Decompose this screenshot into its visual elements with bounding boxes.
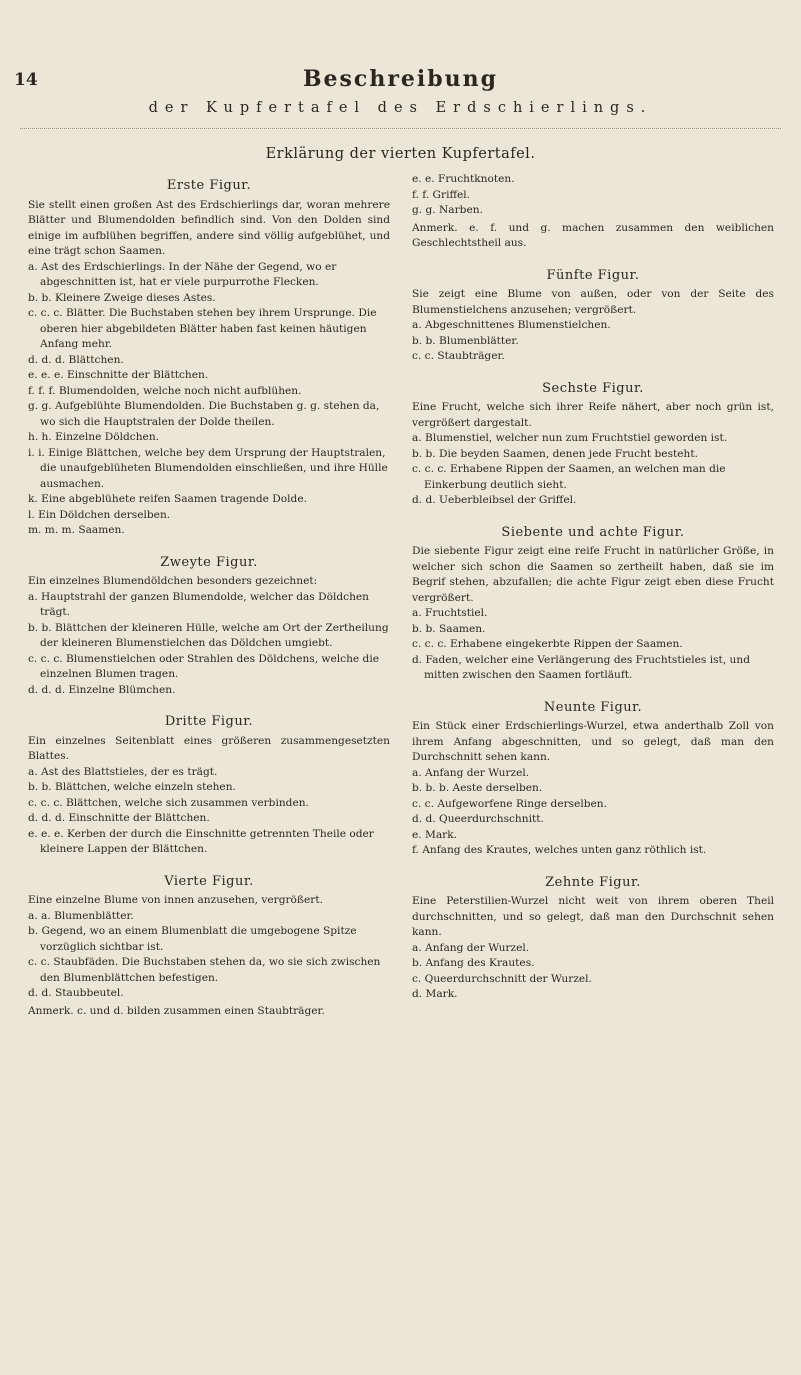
legend-item: c. c. c. Erhabene eingekerbte Rippen der Saamen.: [412, 638, 683, 650]
right-column: [412, 172, 774, 1003]
figure-heading: Neunte Figur.: [543, 699, 643, 715]
section-spacer: [28, 539, 390, 549]
legend-item: c. c. c. Erhabene Rippen der Saamen, an welchen man die Einkerbung deutlich sieht.: [412, 463, 726, 491]
page-title: Beschreibung: [302, 66, 499, 92]
figure-heading: Siebente und achte Figur.: [501, 524, 685, 540]
legend-item: k. Eine abgeblühete reifen Saamen tragende Dolde.: [28, 493, 307, 505]
legend-item: b. b. Blumenblätter.: [412, 334, 519, 347]
figure-heading: Dritte Figur.: [164, 714, 254, 729]
figure-heading: Erste Figur.: [166, 178, 252, 193]
legend-item: b. b. Blättchen, welche einzeln stehen.: [28, 781, 236, 793]
section-spacer: [412, 252, 774, 262]
legend-item: e. e. Fruchtknoten.: [412, 173, 515, 185]
legend-item: d. d. Queerdurchschnitt.: [412, 813, 544, 825]
figure-description: Ein einzelnes Blumendöldchen besonders gezeichnet:: [28, 575, 318, 587]
figure-description: Sie stellt einen großen Ast des Erdschierlings dar, woran mehrere Blätter und Blumendolden befindlich sind. Von den Dolden sind einige im aufblühen begriffen, andere sind völlig aufgeblühet, und eine trägt schon Saamen.: [28, 198, 390, 257]
legend-item: h. h. Einzelne Döldchen.: [28, 431, 160, 443]
legend-item: d. d. Ueberbleibsel der Griffel.: [412, 494, 577, 506]
legend-item: e. e. e. Kerben der durch die Einschnitte getrennten Theile oder kleinere Lappen der Blättchen.: [28, 827, 374, 855]
legend-item: b. b. Saamen.: [412, 622, 486, 635]
legend-item: g. g. Narben.: [412, 204, 483, 216]
legend-item: d. Faden, welcher eine Verlängerung des Fruchtstieles ist, und mitten zwischen den Saamen fortläuft.: [412, 653, 750, 681]
legend-item: g. g. Aufgeblühte Blumendolden. Die Buchstaben g. g. stehen da, wo sich die Hauptstralen der Dolde theilen.: [28, 400, 380, 428]
figure-heading: Zehnte Figur.: [545, 874, 641, 890]
legend-item: b. b. Blättchen der kleineren Hülle, welche am Ort der Zertheilung der kleineren Blumenstielchen das Döldchen umgiebt.: [28, 621, 389, 649]
page-subtitle: der Kupfertafel des Erdschierlings.: [148, 100, 653, 116]
legend-item: f. f. Griffel.: [412, 188, 471, 201]
legend-item: a. Fruchtstiel.: [412, 607, 488, 619]
figure-description: Eine einzelne Blume von innen anzusehen, vergrößert.: [28, 894, 323, 906]
legend-item: e. e. e. Einschnitte der Blättchen.: [28, 369, 209, 381]
legend-item: c. c. c. Blätter. Die Buchstaben stehen bey ihrem Ursprunge. Die oberen hier abgebildeten Blätter haben fast keinen häutigen Anfang mehr.: [28, 307, 377, 350]
figure-description: Die siebente Figur zeigt eine reife Frucht in natürlicher Größe, in welcher sich schon die Saamen so zertheilt haben, daß sie im Begrif stehen, abzufallen; die achte Figur zeigt eben diese Frucht vergrößert.: [412, 545, 774, 604]
legend-item: b. b. Die beyden Saamen, denen jede Frucht besteht.: [412, 447, 698, 460]
legend-item: l. Ein Döldchen derselben.: [28, 508, 171, 521]
figure-description: Eine Frucht, welche sich ihrer Reife nähert, aber noch grün ist, vergrößert dargestalt.: [412, 401, 774, 429]
legend-item: f. f. f. Blumendolden, welche noch nicht aufblühen.: [28, 384, 302, 397]
legend-item: a. a. Blumenblätter.: [28, 909, 134, 922]
annotation-note: Anmerk. c. und d. bilden zusammen einen Staubträger.: [28, 1004, 325, 1017]
annotation-note: Anmerk. e. f. und g. machen zusammen den weiblichen Geschlechtstheil aus.: [412, 221, 774, 249]
section-spacer: [412, 509, 774, 519]
legend-item: c. c. Aufgeworfene Ringe derselben.: [412, 797, 607, 810]
legend-item: e. Mark.: [412, 828, 458, 841]
figure-description: Ein einzelnes Seitenblatt eines größeren zusammengesetzten Blattes.: [28, 734, 390, 762]
figure-description: Ein Stück einer Erdschierlings-Wurzel, etwa anderthalb Zoll von ihrem Anfang abgeschnitten, und so gelegt, daß man den Durchschnitt sehen kann.: [412, 720, 774, 763]
legend-item: a. Abgeschnittenes Blumenstielchen.: [412, 319, 611, 331]
legend-item: b. Gegend, wo an einem Blumenblatt die umgebogene Spitze vorzüglich sichtbar ist.: [28, 925, 357, 953]
legend-item: c. c. c. Blumenstielchen oder Strahlen des Döldchens, welche die einzelnen Blumen tragen.: [28, 652, 379, 680]
section-spacer: [412, 365, 774, 375]
divider: [20, 128, 781, 129]
legend-item: a. Ast des Erdschierlings. In der Nähe der Gegend, wo er abgeschnitten ist, hat er viele purpurrothe Flecken.: [28, 260, 337, 288]
legend-item: d. d. d. Einschnitte der Blättchen.: [28, 812, 210, 824]
legend-item: a. Anfang der Wurzel.: [412, 766, 530, 779]
legend-item: d. d. d. Einzelne Blümchen.: [28, 683, 176, 696]
legend-item: c. Queerdurchschnitt der Wurzel.: [412, 972, 592, 985]
section-spacer: [28, 858, 390, 868]
legend-item: a. Blumenstiel, welcher nun zum Fruchtstiel geworden ist.: [412, 432, 728, 444]
legend-item: m. m. m. Saamen.: [28, 524, 125, 536]
legend-item: b. Anfang des Krautes.: [412, 957, 535, 969]
legend-item: a. Hauptstrahl der ganzen Blumendolde, welcher das Döldchen trägt.: [28, 590, 370, 618]
legend-item: d. d. d. Blättchen.: [28, 353, 124, 366]
legend-item: d. Mark.: [412, 988, 458, 1000]
section-spacer: [412, 859, 774, 869]
figure-heading: Fünfte Figur.: [546, 267, 640, 283]
section-spacer: [412, 684, 774, 694]
legend-item: i. i. Einige Blättchen, welche bey dem Ursprung der Hauptstralen, die unaufgeblüheten Blumendolden einschließen, und ihre Hülle ausmachen.: [28, 446, 388, 490]
section-title: Erklärung der vierten Kupfertafel.: [265, 146, 536, 162]
legend-item: d. d. Staubbeutel.: [28, 987, 124, 999]
figure-description: Eine Peterstilien-Wurzel nicht weit von ihrem oberen Theil durchschnitten, und so gelegt, daß man den Durchschnit sehen kann.: [412, 895, 774, 938]
legend-item: a. Anfang der Wurzel.: [412, 941, 530, 954]
legend-item: b. b. b. Aeste derselben.: [412, 782, 543, 794]
legend-item: c. c. Staubträger.: [412, 350, 505, 362]
figure-heading: Zweyte Figur.: [160, 554, 258, 570]
legend-item: a. Ast des Blattstieles, der es trägt.: [28, 765, 218, 778]
section-spacer: [28, 698, 390, 708]
page-number: 14: [14, 70, 38, 90]
figure-description: Sie zeigt eine Blume von außen, oder von der Seite des Blumenstielchens anzusehen; vergrößert.: [412, 288, 774, 316]
legend-item: b. b. Kleinere Zweige dieses Astes.: [28, 291, 216, 304]
left-column: [28, 172, 390, 1019]
legend-item: c. c. Staubfäden. Die Buchstaben stehen da, wo sie sich zwischen den Blumenblättchen befestigen.: [28, 956, 381, 984]
legend-item: f. Anfang des Krautes, welches unten ganz röthlich ist.: [412, 844, 707, 856]
figure-heading: Sechste Figur.: [542, 380, 644, 396]
figure-heading: Vierte Figur.: [164, 873, 254, 889]
legend-item: c. c. c. Blättchen, welche sich zusammen verbinden.: [28, 796, 309, 809]
